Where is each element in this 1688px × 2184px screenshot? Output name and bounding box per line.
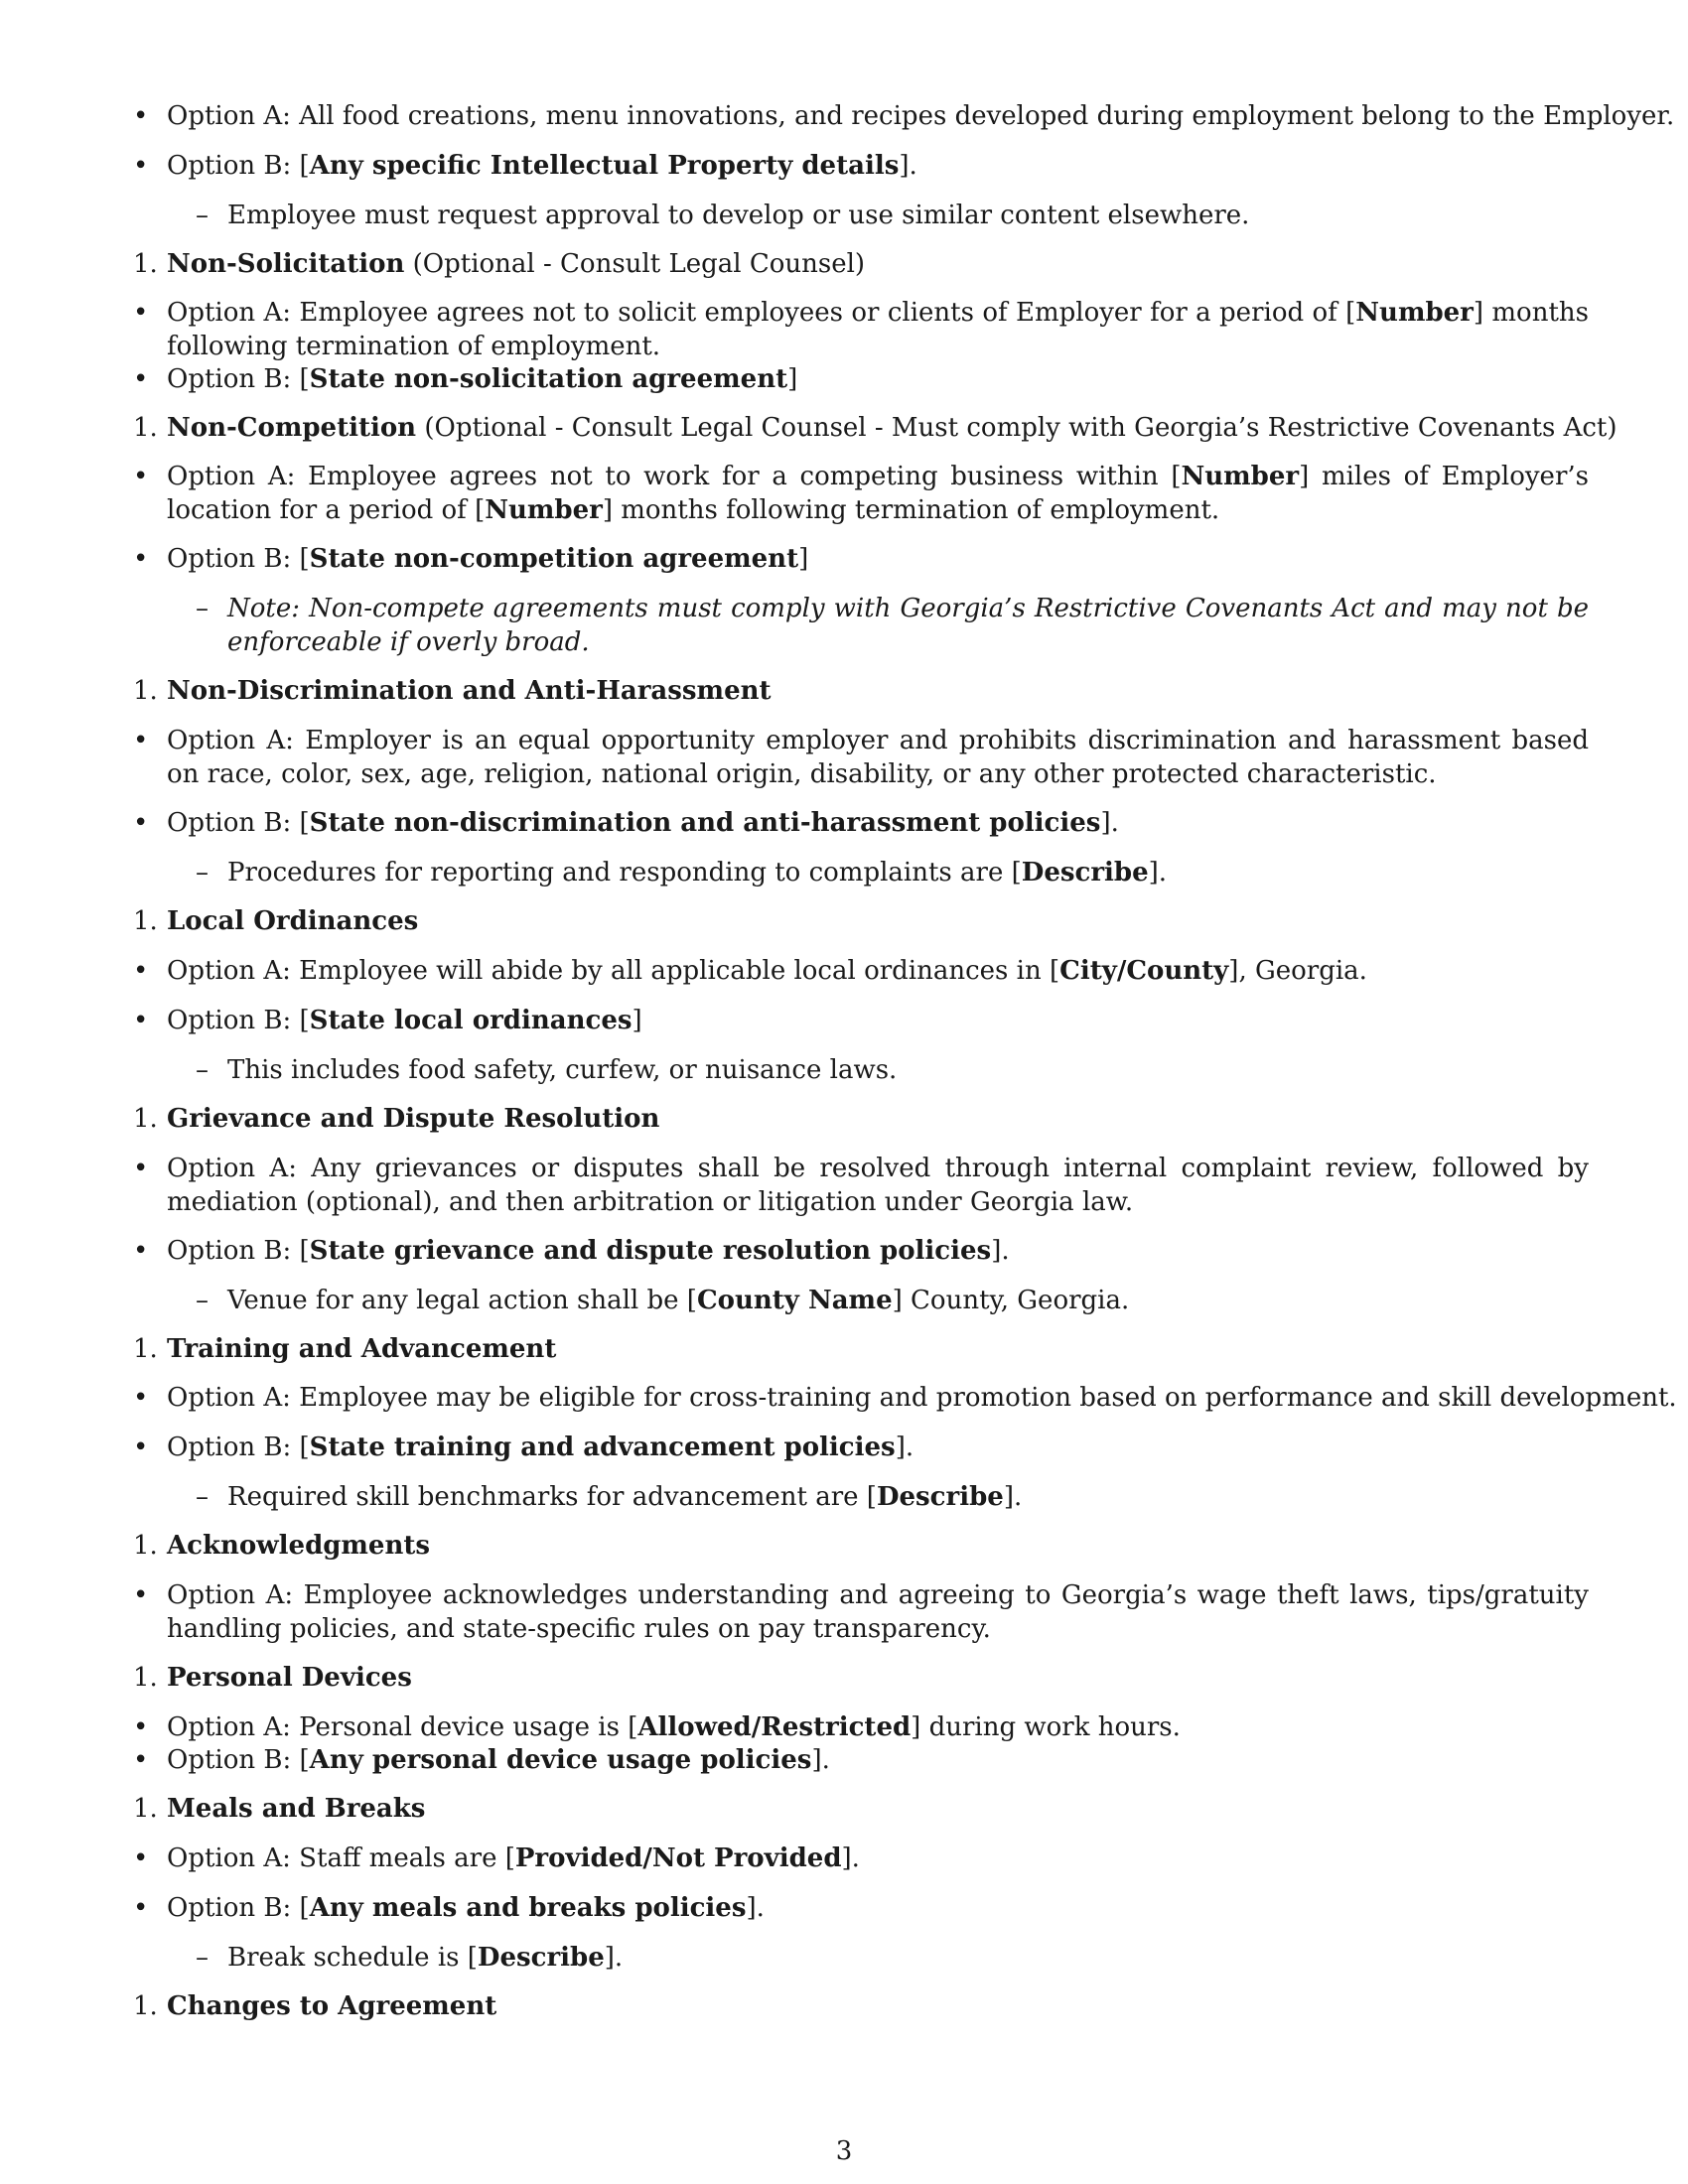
section-heading-non-solicitation: 1. Non-Solicitation (Optional - Consult Legal Counsel): [133, 249, 866, 279]
pd-option-a: • Option A: Personal device usage is [Allowed/Restricted] during work hours.: [133, 1712, 1181, 1742]
lo-sub-item: – This includes food safety, curfew, or nuisance laws.: [196, 1055, 898, 1085]
mb-option-a: • Option A: Staff meals are [Provided/Not Provided].: [133, 1843, 860, 1873]
bullet: •: [133, 808, 149, 838]
dash: –: [196, 1055, 209, 1085]
dash: –: [196, 858, 209, 887]
ak-option-a: • Option A: Employee acknowledges understanding and agreeing to Georgia’s wage theft laws, tips/gratuity handling policies, and state-specific rules on pay transparency.: [133, 1580, 1589, 1644]
section-heading-personal-devices: 1. Personal Devices: [133, 1663, 412, 1693]
bullet: •: [133, 544, 149, 574]
bullet: •: [133, 1433, 149, 1462]
gr-option-a: • Option A: Any grievances or disputes shall be resolved through internal complaint review, followed by mediation (optional), and then arbitration or litigation under Georgia law.: [133, 1154, 1589, 1217]
nd-option-b: • Option B: [State non-discrimination and anti-harassment policies].: [133, 808, 1119, 838]
bullet: •: [133, 151, 149, 181]
bullet: •: [133, 1383, 149, 1413]
bullet: •: [133, 726, 149, 755]
section-heading-meals-breaks: 1. Meals and Breaks: [133, 1794, 426, 1824]
section-heading-non-competition: 1. Non-Competition (Optional - Consult Legal Counsel - Must comply with Georgia’s Restrictive Covenants Act): [133, 413, 1618, 443]
bullet: •: [133, 1745, 149, 1775]
section-heading-training: 1. Training and Advancement: [133, 1334, 557, 1364]
mb-sub-item: – Break schedule is [Describe].: [196, 1943, 624, 1973]
bullet: •: [133, 1580, 149, 1610]
gr-sub-item: – Venue for any legal action shall be [County Name] County, Georgia.: [196, 1286, 1130, 1315]
ns-option-a: • Option A: Employee agrees not to solicit employees or clients of Employer for a period of [Number] months following termination of employment.: [133, 298, 1589, 361]
bullet: •: [133, 1843, 149, 1873]
section-heading-acknowledgments: 1. Acknowledgments: [133, 1531, 431, 1561]
tr-sub-item: – Required skill benchmarks for advancement are [Describe].: [196, 1482, 1023, 1512]
section-heading-non-discrimination: 1. Non-Discrimination and Anti-Harassment: [133, 676, 772, 706]
dash: –: [196, 594, 209, 623]
bullet: •: [133, 101, 149, 131]
bullet: •: [133, 298, 149, 328]
nd-sub-item: – Procedures for reporting and responding to complaints are [Describe].: [196, 858, 1168, 887]
lo-option-b: • Option B: [State local ordinances]: [133, 1006, 642, 1035]
bullet: •: [133, 364, 149, 394]
dash: –: [196, 1482, 209, 1512]
ns-option-b: • Option B: [State non-solicitation agreement]: [133, 364, 798, 394]
section-heading-grievance: 1. Grievance and Dispute Resolution: [133, 1104, 660, 1134]
nc-option-a: • Option A: Employee agrees not to work for a competing business within [Number] miles of Employer’s location for a period of [Number] months following termination of employment.: [133, 462, 1589, 525]
tr-option-b: • Option B: [State training and advancement policies].: [133, 1433, 914, 1462]
dash: –: [196, 201, 209, 230]
ip-sub-item: – Employee must request approval to develop or use similar content elsewhere.: [196, 201, 1250, 230]
bullet: •: [133, 462, 149, 491]
nc-option-b: • Option B: [State non-competition agreement]: [133, 544, 809, 574]
bullet: •: [133, 1154, 149, 1183]
bullet: •: [133, 1006, 149, 1035]
pd-option-b: • Option B: [Any personal device usage policies].: [133, 1745, 830, 1775]
dash: –: [196, 1943, 209, 1973]
mb-option-b: • Option B: [Any meals and breaks policies].: [133, 1893, 765, 1923]
lo-option-a: • Option A: Employee will abide by all applicable local ordinances in [City/County], Georgia.: [133, 956, 1367, 986]
nc-note: – Note: Non-compete agreements must comply with Georgia’s Restrictive Covenants Act and may not be enforceable if overly broad.: [196, 594, 1589, 657]
bullet: •: [133, 1712, 149, 1742]
section-heading-local-ordinances: 1. Local Ordinances: [133, 906, 419, 936]
nd-option-a: • Option A: Employer is an equal opportunity employer and prohibits discrimination and harassment based on race, color, sex, age, religion, national origin, disability, or any other protected characteristic.: [133, 726, 1589, 789]
bullet: •: [133, 1236, 149, 1266]
dash: –: [196, 1286, 209, 1315]
page-number: 3: [835, 2136, 853, 2166]
ip-option-b: • Option B: [Any specific Intellectual Property details].: [133, 151, 917, 181]
tr-option-a: • Option A: Employee may be eligible for cross-training and promotion based on performance and skill development.: [133, 1383, 1677, 1413]
section-heading-changes: 1. Changes to Agreement: [133, 1991, 497, 2021]
bullet: •: [133, 956, 149, 986]
bullet: •: [133, 1893, 149, 1923]
ip-option-a: • Option A: All food creations, menu innovations, and recipes developed during employment belong to the Employer.: [133, 101, 1675, 131]
gr-option-b: • Option B: [State grievance and dispute resolution policies].: [133, 1236, 1010, 1266]
